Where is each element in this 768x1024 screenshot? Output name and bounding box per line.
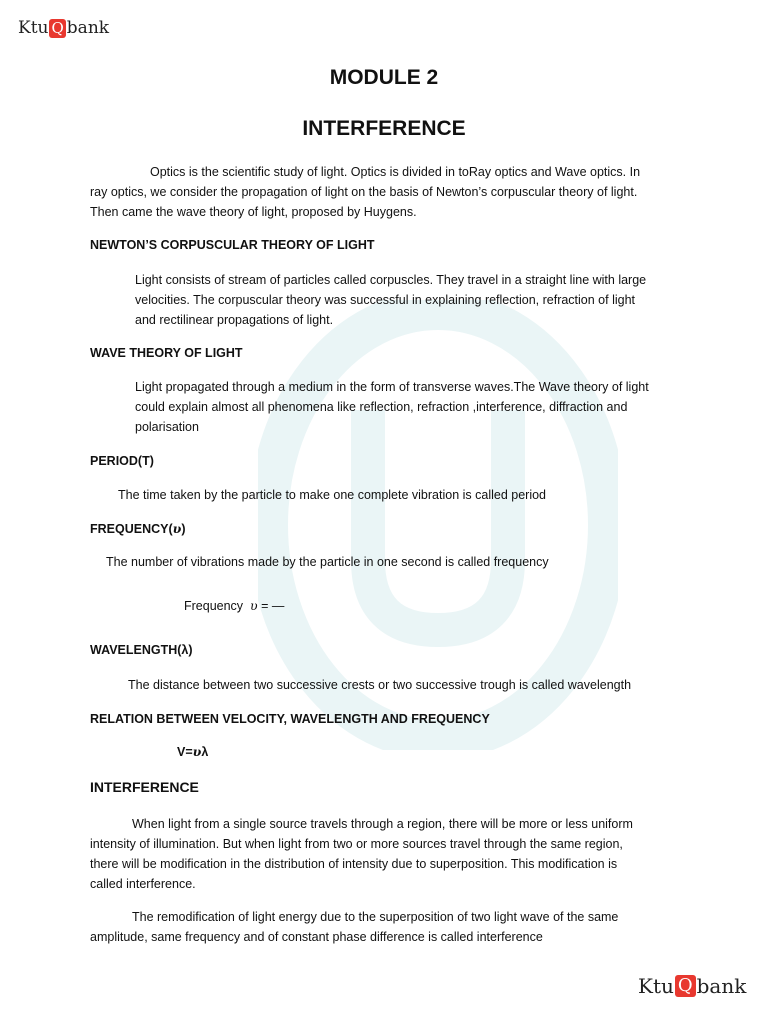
wavelength-heading: WAVELENGTH(λ) xyxy=(90,643,193,657)
period-definition: The time taken by the particle to make one complete vibration is called period xyxy=(118,488,547,502)
logo-text-pre: Ktu xyxy=(18,18,49,38)
frequency-heading xyxy=(90,519,186,539)
frequency-heading-pre: FREQUENCY( xyxy=(90,522,173,536)
newton-line-3: and rectilinear propagations of light. xyxy=(135,313,334,327)
relation-formula-post: λ xyxy=(201,745,209,759)
frequency-formula xyxy=(184,596,284,616)
intro-line-3: Then came the wave theory of light, proposed by Huygens. xyxy=(90,205,417,219)
wave-heading: WAVE THEORY OF LIGHT xyxy=(90,346,243,360)
logo-q-badge: Q xyxy=(675,975,696,997)
interference-p2-line-2: amplitude, same frequency and of constant phase difference is called interference xyxy=(90,930,543,944)
wave-line-3: polarisation xyxy=(135,420,199,434)
interference-p1-line-4: called interference. xyxy=(90,877,196,891)
wave-line-1: Light propagated through a medium in the form of transverse waves.The Wave theory of light xyxy=(135,380,649,394)
frequency-formula-symbol: υ xyxy=(250,598,258,613)
frequency-heading-post: ) xyxy=(181,522,186,536)
newton-line-2: velocities. The corpuscular theory was successful in explaining reflection, refraction of light xyxy=(135,293,636,307)
interference-p2-line-1: The remodification of light energy due to the superposition of two light wave of the same xyxy=(132,910,619,924)
relation-formula-symbol: υ xyxy=(192,744,202,759)
interference-heading: INTERFERENCE xyxy=(90,779,199,795)
logo-text-post: bank xyxy=(66,18,110,38)
interference-p1-line-2: intensity of illumination. But when light from two or more sources travel through the same region, xyxy=(90,837,623,851)
intro-line-1: Optics is the scientific study of light. Optics is divided in toRay optics and Wave optics. In xyxy=(150,165,641,179)
logo-text-post: bank xyxy=(696,974,747,998)
wave-line-2: could explain almost all phenomena like reflection, refraction ,interference, diffraction and xyxy=(135,400,628,414)
wavelength-definition: The distance between two successive crests or two successive trough is called wavelength xyxy=(128,678,632,692)
page-title: MODULE 2 xyxy=(329,66,439,89)
frequency-symbol: υ xyxy=(172,521,182,536)
ktuqbank-logo-top xyxy=(18,18,109,38)
frequency-formula-label: Frequency xyxy=(184,599,244,613)
relation-heading: RELATION BETWEEN VELOCITY, WAVELENGTH AND FREQUENCY xyxy=(90,712,490,726)
period-heading: PERIOD(T) xyxy=(90,454,154,468)
relation-formula-pre: V= xyxy=(177,745,193,759)
page-subtitle: INTERFERENCE xyxy=(302,117,466,140)
ktuqbank-logo-bottom xyxy=(638,974,746,998)
logo-q-badge: Q xyxy=(51,18,64,37)
interference-p1-line-3: there will be modification in the distribution of intensity due to superposition. This modification is xyxy=(90,857,618,871)
newton-heading: NEWTON’S CORPUSCULAR THEORY OF LIGHT xyxy=(90,238,375,252)
newton-line-1: Light consists of stream of particles called corpuscles. They travel in a straight line with large xyxy=(135,273,647,287)
frequency-formula-rhs: = — xyxy=(261,599,285,613)
interference-p1-line-1: When light from a single source travels through a region, there will be more or less uniform xyxy=(132,817,633,831)
relation-formula xyxy=(177,742,208,762)
frequency-definition: The number of vibrations made by the particle in one second is called frequency xyxy=(106,555,549,569)
logo-text-pre: Ktu xyxy=(638,974,674,998)
intro-line-2: ray optics, we consider the propagation of light on the basis of Newton’s corpuscular theory of light. xyxy=(90,185,638,199)
